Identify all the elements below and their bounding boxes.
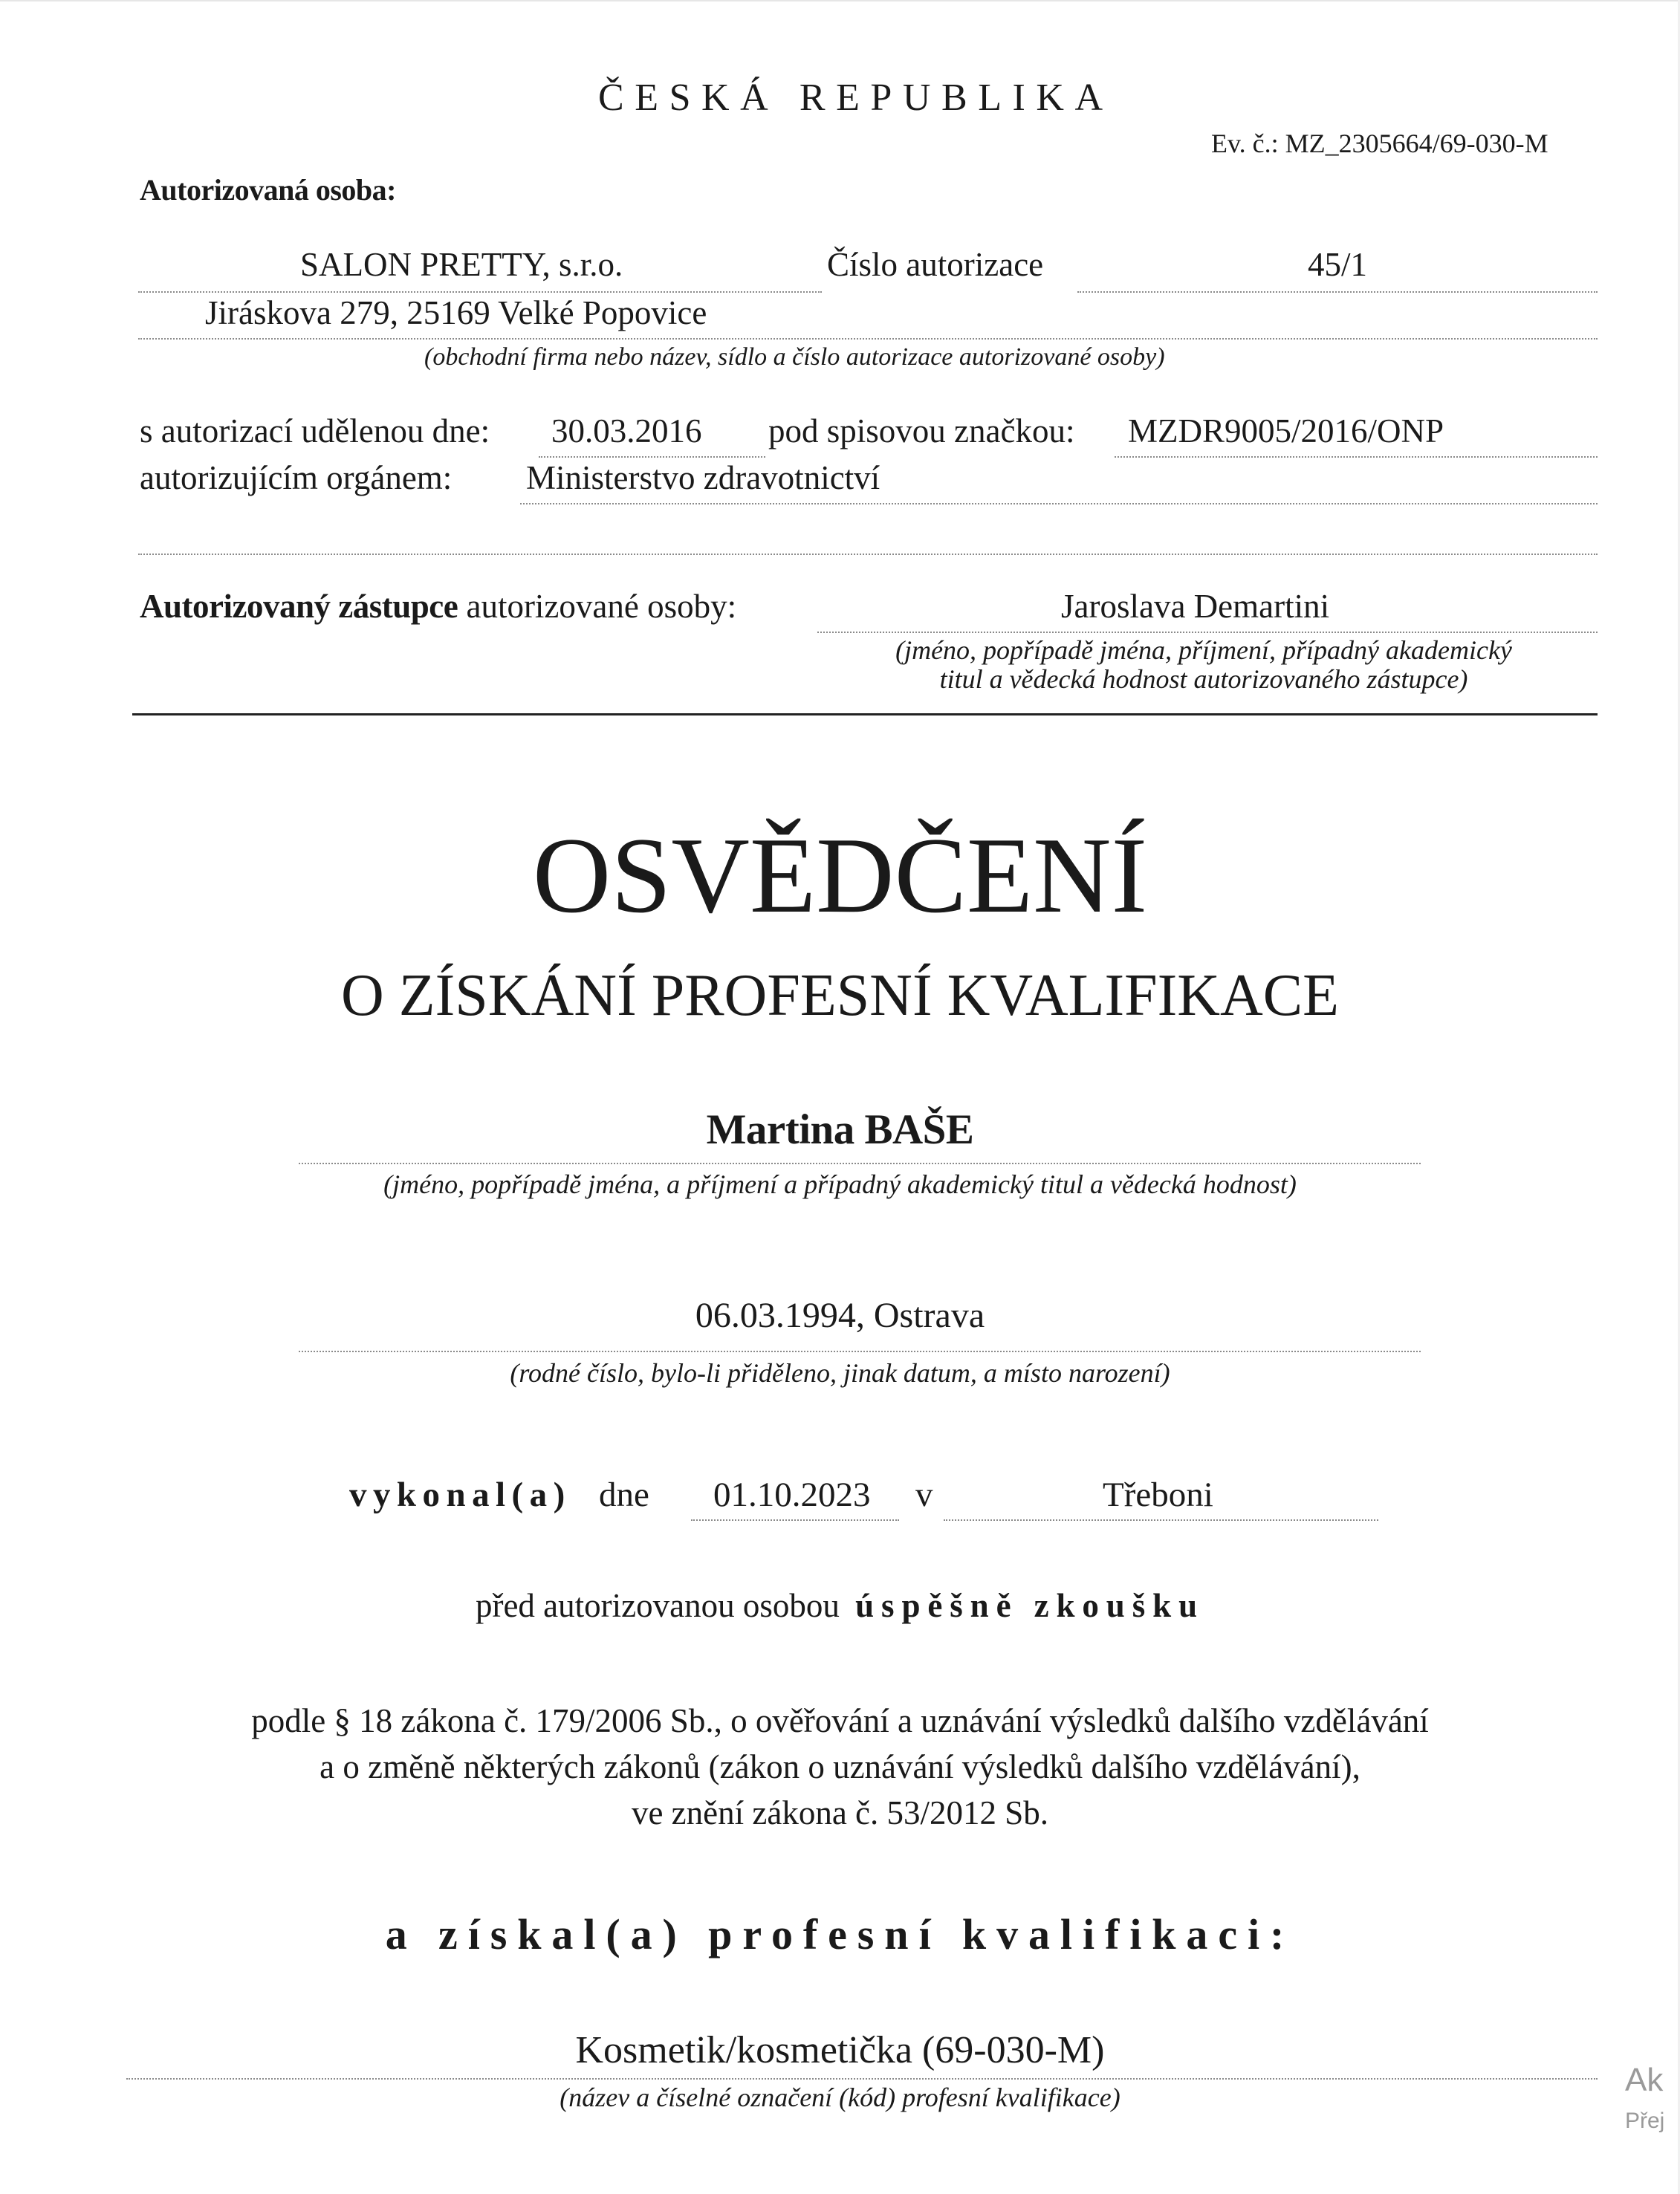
blank-dotted-line (138, 554, 1598, 555)
authority-dotted-line (520, 503, 1598, 504)
granted-date-dotted-line (539, 456, 765, 458)
company-dotted-line (138, 291, 822, 293)
qualification-name: Kosmetik/kosmetička (69-030-M) (575, 2029, 1105, 2071)
file-number: MZDR9005/2016/ONP (1128, 412, 1444, 449)
header-divider (132, 713, 1598, 715)
representative-dotted-line (817, 632, 1598, 633)
exam-before (0, 1586, 1680, 1625)
certificate-title: OSVĚDČENÍ (532, 815, 1148, 935)
authorized-person-caption: (obchodní firma nebo název, sídlo a číslo autorizace autorizované osoby) (424, 343, 1165, 371)
exam-date-dotted-line (691, 1519, 899, 1521)
overlay-text-1: Ak (1625, 2062, 1664, 2098)
representative-label (140, 587, 736, 626)
authorized-person-label: Autorizovaná osoba: (140, 173, 396, 207)
authority-label: autorizujícím orgánem: (140, 459, 453, 496)
exam-result: úspěšně zkoušku (855, 1587, 1205, 1624)
authority-name: Ministerstvo zdravotnictví (526, 459, 880, 496)
granted-label: s autorizací udělenou dne: (140, 412, 490, 449)
representative-label-rest: autorizované osoby: (466, 588, 737, 625)
exam-place-dotted-line (944, 1519, 1378, 1521)
certificate-subtitle: O ZÍSKÁNÍ PROFESNÍ KVALIFIKACE (340, 963, 1340, 1028)
representative-name: Jaroslava Demartini (1061, 588, 1330, 625)
company-address: Jiráskova 279, 25169 Velké Popovice (205, 294, 707, 331)
exam-date-label: dne (599, 1476, 649, 1514)
file-label: pod spisovou značkou: (768, 412, 1075, 449)
authorization-number: 45/1 (1308, 246, 1368, 283)
authorization-number-label: Číslo autorizace (827, 246, 1044, 283)
law-line-1: podle § 18 zákona č. 179/2006 Sb., o ověřování a uznávání výsledků dalšího vzdělávání (251, 1702, 1429, 1739)
authorization-number-dotted-line (1077, 291, 1598, 293)
company-name: SALON PRETTY, s.r.o. (300, 246, 623, 283)
law-line-3: ve znění zákona č. 53/2012 Sb. (631, 1794, 1049, 1831)
exam-date: 01.10.2023 (713, 1476, 871, 1514)
exam-before-text: před autorizovanou osobou (475, 1587, 840, 1624)
performed-label: vykonal(a) (349, 1476, 571, 1514)
holder-birth: 06.03.1994, Ostrava (695, 1296, 985, 1335)
address-dotted-line (138, 338, 1598, 340)
exam-place-label: v (915, 1476, 933, 1514)
holder-name-caption: (jméno, popřípadě jména, a příjmení a případný akademický titul a vědecká hodnost) (383, 1169, 1297, 1199)
representative-caption-2: titul a vědecká hodnost autorizovaného zástupce) (939, 664, 1468, 694)
holder-name: Martina BAŠE (706, 1106, 974, 1153)
overlay-text-2: Přej (1625, 2109, 1665, 2133)
page-top-edge (0, 0, 1680, 1)
representative-label-bold: Autorizovaný zástupce (140, 588, 458, 625)
holder-birth-caption: (rodné číslo, bylo-li přiděleno, jinak datum, a místo narození) (510, 1358, 1170, 1388)
file-number-dotted-line (1115, 456, 1598, 458)
ev-number: Ev. č.: MZ_2305664/69-030-M (1211, 129, 1548, 158)
qualification-caption: (název a číselné označení (kód) profesní kvalifikace) (560, 2083, 1120, 2112)
granted-date: 30.03.2016 (551, 412, 702, 449)
holder-name-dotted-line (299, 1163, 1421, 1164)
exam-place: Třeboni (1103, 1476, 1213, 1514)
country-heading: ČESKÁ REPUBLIKA (598, 77, 1114, 119)
qualification-dotted-line (126, 2078, 1598, 2080)
representative-caption-1: (jméno, popřípadě jména, příjmení, případný akademický (895, 635, 1512, 665)
qualification-heading: a získal(a) profesní kvalifikaci: (385, 1910, 1295, 1958)
law-line-2: a o změně některých zákonů (zákon o uznávání výsledků dalšího vzdělávání), (320, 1748, 1360, 1785)
holder-birth-dotted-line (299, 1351, 1421, 1352)
